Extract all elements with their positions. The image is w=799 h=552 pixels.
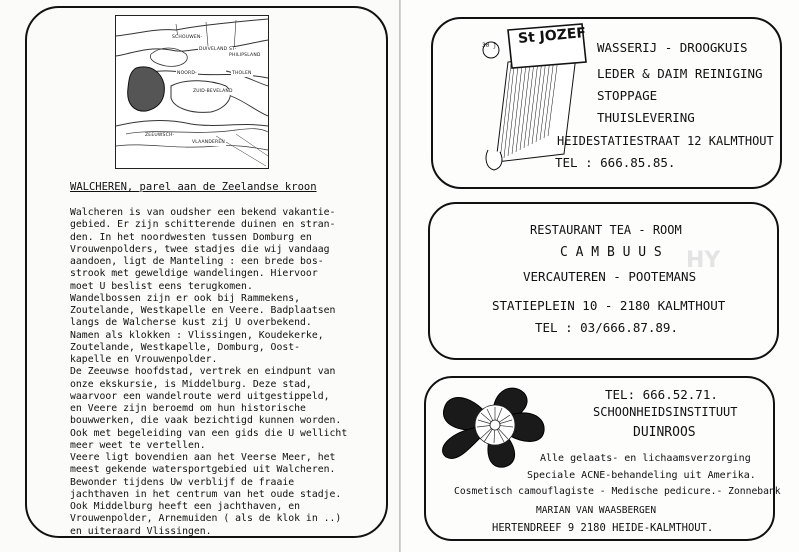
cambuus-line-1: RESTAURANT TEA - ROOM — [530, 223, 682, 237]
article-line: Zoutelande, Westkapelle en Veere. Badplaatsen — [70, 305, 336, 316]
map-label: VLAANDEREN — [192, 140, 225, 145]
article-line: waarvoor een wandelroute werd uitgestippeld, — [70, 390, 330, 402]
jozef-line-2: LEDER & DAIM REINIGING — [597, 66, 763, 81]
duinroos-institute: SCHOONHEIDSINSTITUUT — [593, 405, 738, 419]
rose-flower-icon — [438, 383, 550, 469]
jozef-phone: TEL : 666.85.85. — [555, 155, 676, 170]
article-line: Ook met begeleiding van een gids die U wellicht — [70, 427, 348, 439]
article-line: aandoen, ligt de Manteling : een brede bos- — [70, 256, 324, 267]
jozef-line-3: STOPPAGE — [597, 88, 658, 103]
map-label: DUIVELAND — [199, 47, 228, 52]
duinroos-phone: TEL: 666.52.71. — [605, 387, 718, 402]
duinroos-line-2: Speciale ACNE-behandeling uit Amerika. — [527, 470, 756, 481]
article-line: Wandelbossen zijn er ook bij Rammekens, — [70, 292, 301, 304]
map-label: NOORD- — [177, 71, 197, 76]
map-label: ZUID-BEVELAND — [193, 89, 233, 94]
map-label: SCHOUWEN- — [172, 35, 203, 40]
article-line: en uiteraard Vlissingen. — [70, 525, 212, 537]
map-label: ST-PHILIPSLAND — [228, 47, 268, 59]
article-line: Zoutelande, Westkapelle, Domburg, Oost- — [70, 341, 301, 353]
article-line: jachthaven in het centrum van het oude stadje. — [70, 488, 342, 500]
article-line: moet U beslist eens terugkomen. — [70, 280, 253, 292]
article-line: den. In het noordwesten tussen Domburg en — [70, 231, 312, 243]
article-line: kapelle en Vrouwenpolder. — [70, 354, 218, 365]
duinroos-address: HERTENDREEF 9 2180 HEIDE-KALMTHOUT. — [492, 522, 714, 534]
article-line: meer weet te vertellen. — [70, 439, 206, 451]
map-label: THOLEN — [232, 71, 252, 76]
map-label: ZEEUWSCH- — [145, 133, 175, 138]
cambuus-name: C A M B U U S — [560, 245, 662, 260]
jozef-line-1: WASSERIJ - DROOGKUIS — [597, 40, 748, 55]
duinroos-line-1: Alle gelaats- en lichaamsverzorging — [540, 453, 751, 464]
duinroos-name: DUINROOS — [633, 425, 696, 440]
article-line: Vrouwenpolders, twee stadjes die wij vandaag — [70, 243, 330, 255]
duinroos-owner: MARIAN VAN WAASBERGEN — [536, 505, 657, 516]
article-line: meest gekende watersportgebied uit Walcheren. — [70, 464, 336, 476]
zeeland-map — [115, 15, 269, 169]
article-line: strook met geweldige wandelingen. Hiervoor — [70, 268, 318, 280]
article-line: Vrouwenpolder, Arnemuiden ( als de klok in ..) — [70, 513, 342, 525]
article-line: Bewonder tijdens Uw verblijf de fraaie — [70, 476, 295, 488]
jozef-logo-text: St JOZEF — [517, 25, 587, 47]
article-line: onze ekskursie, is Middelburg. Deze stad, — [70, 378, 312, 390]
jozef-address: HEIDESTATIESTRAAT 12 KALMTHOUT — [557, 134, 774, 148]
article-line: en Veere zijn beroemd om hun historische — [70, 403, 306, 414]
cambuus-owners: VERCAUTEREN - POOTEMANS — [523, 269, 697, 284]
article-line: langs de Walcherse kust zij U overbekend. — [70, 317, 312, 329]
article-body — [70, 207, 370, 538]
article-line: Ook Middelburg heeft een jachthaven, en — [70, 501, 301, 512]
bleed-through-text: HY — [686, 248, 721, 273]
cambuus-phone: TEL : 03/666.87.89. — [535, 320, 678, 335]
article-line: Walcheren is van oudsher een bekend vakantie- — [70, 207, 336, 218]
jozef-badge: 30 j — [482, 42, 497, 49]
article-line: De Zeeuwse hoofdstad, vertrek en eindpunt van — [70, 366, 336, 378]
article-line: Veere ligt bovendien aan het Veerse Meer, het — [70, 452, 336, 463]
article-title: WALCHEREN, parel aan de Zeelandse kroon — [70, 181, 317, 193]
article-line: gebied. Er zijn schitterende duinen en stran- — [70, 219, 336, 231]
cambuus-address: STATIEPLEIN 10 - 2180 KALMTHOUT — [492, 298, 726, 313]
article-line: Namen als klokken : Vlissingen, Koudekerke, — [70, 329, 324, 341]
article-line: bouwwerken, die vaak bezichtigd kunnen worden. — [70, 415, 342, 427]
jozef-line-4: THUISLEVERING — [597, 110, 695, 125]
duinroos-line-3: Cosmetisch camouflagiste - Medische pedicure.- Zonnebank — [454, 486, 781, 497]
